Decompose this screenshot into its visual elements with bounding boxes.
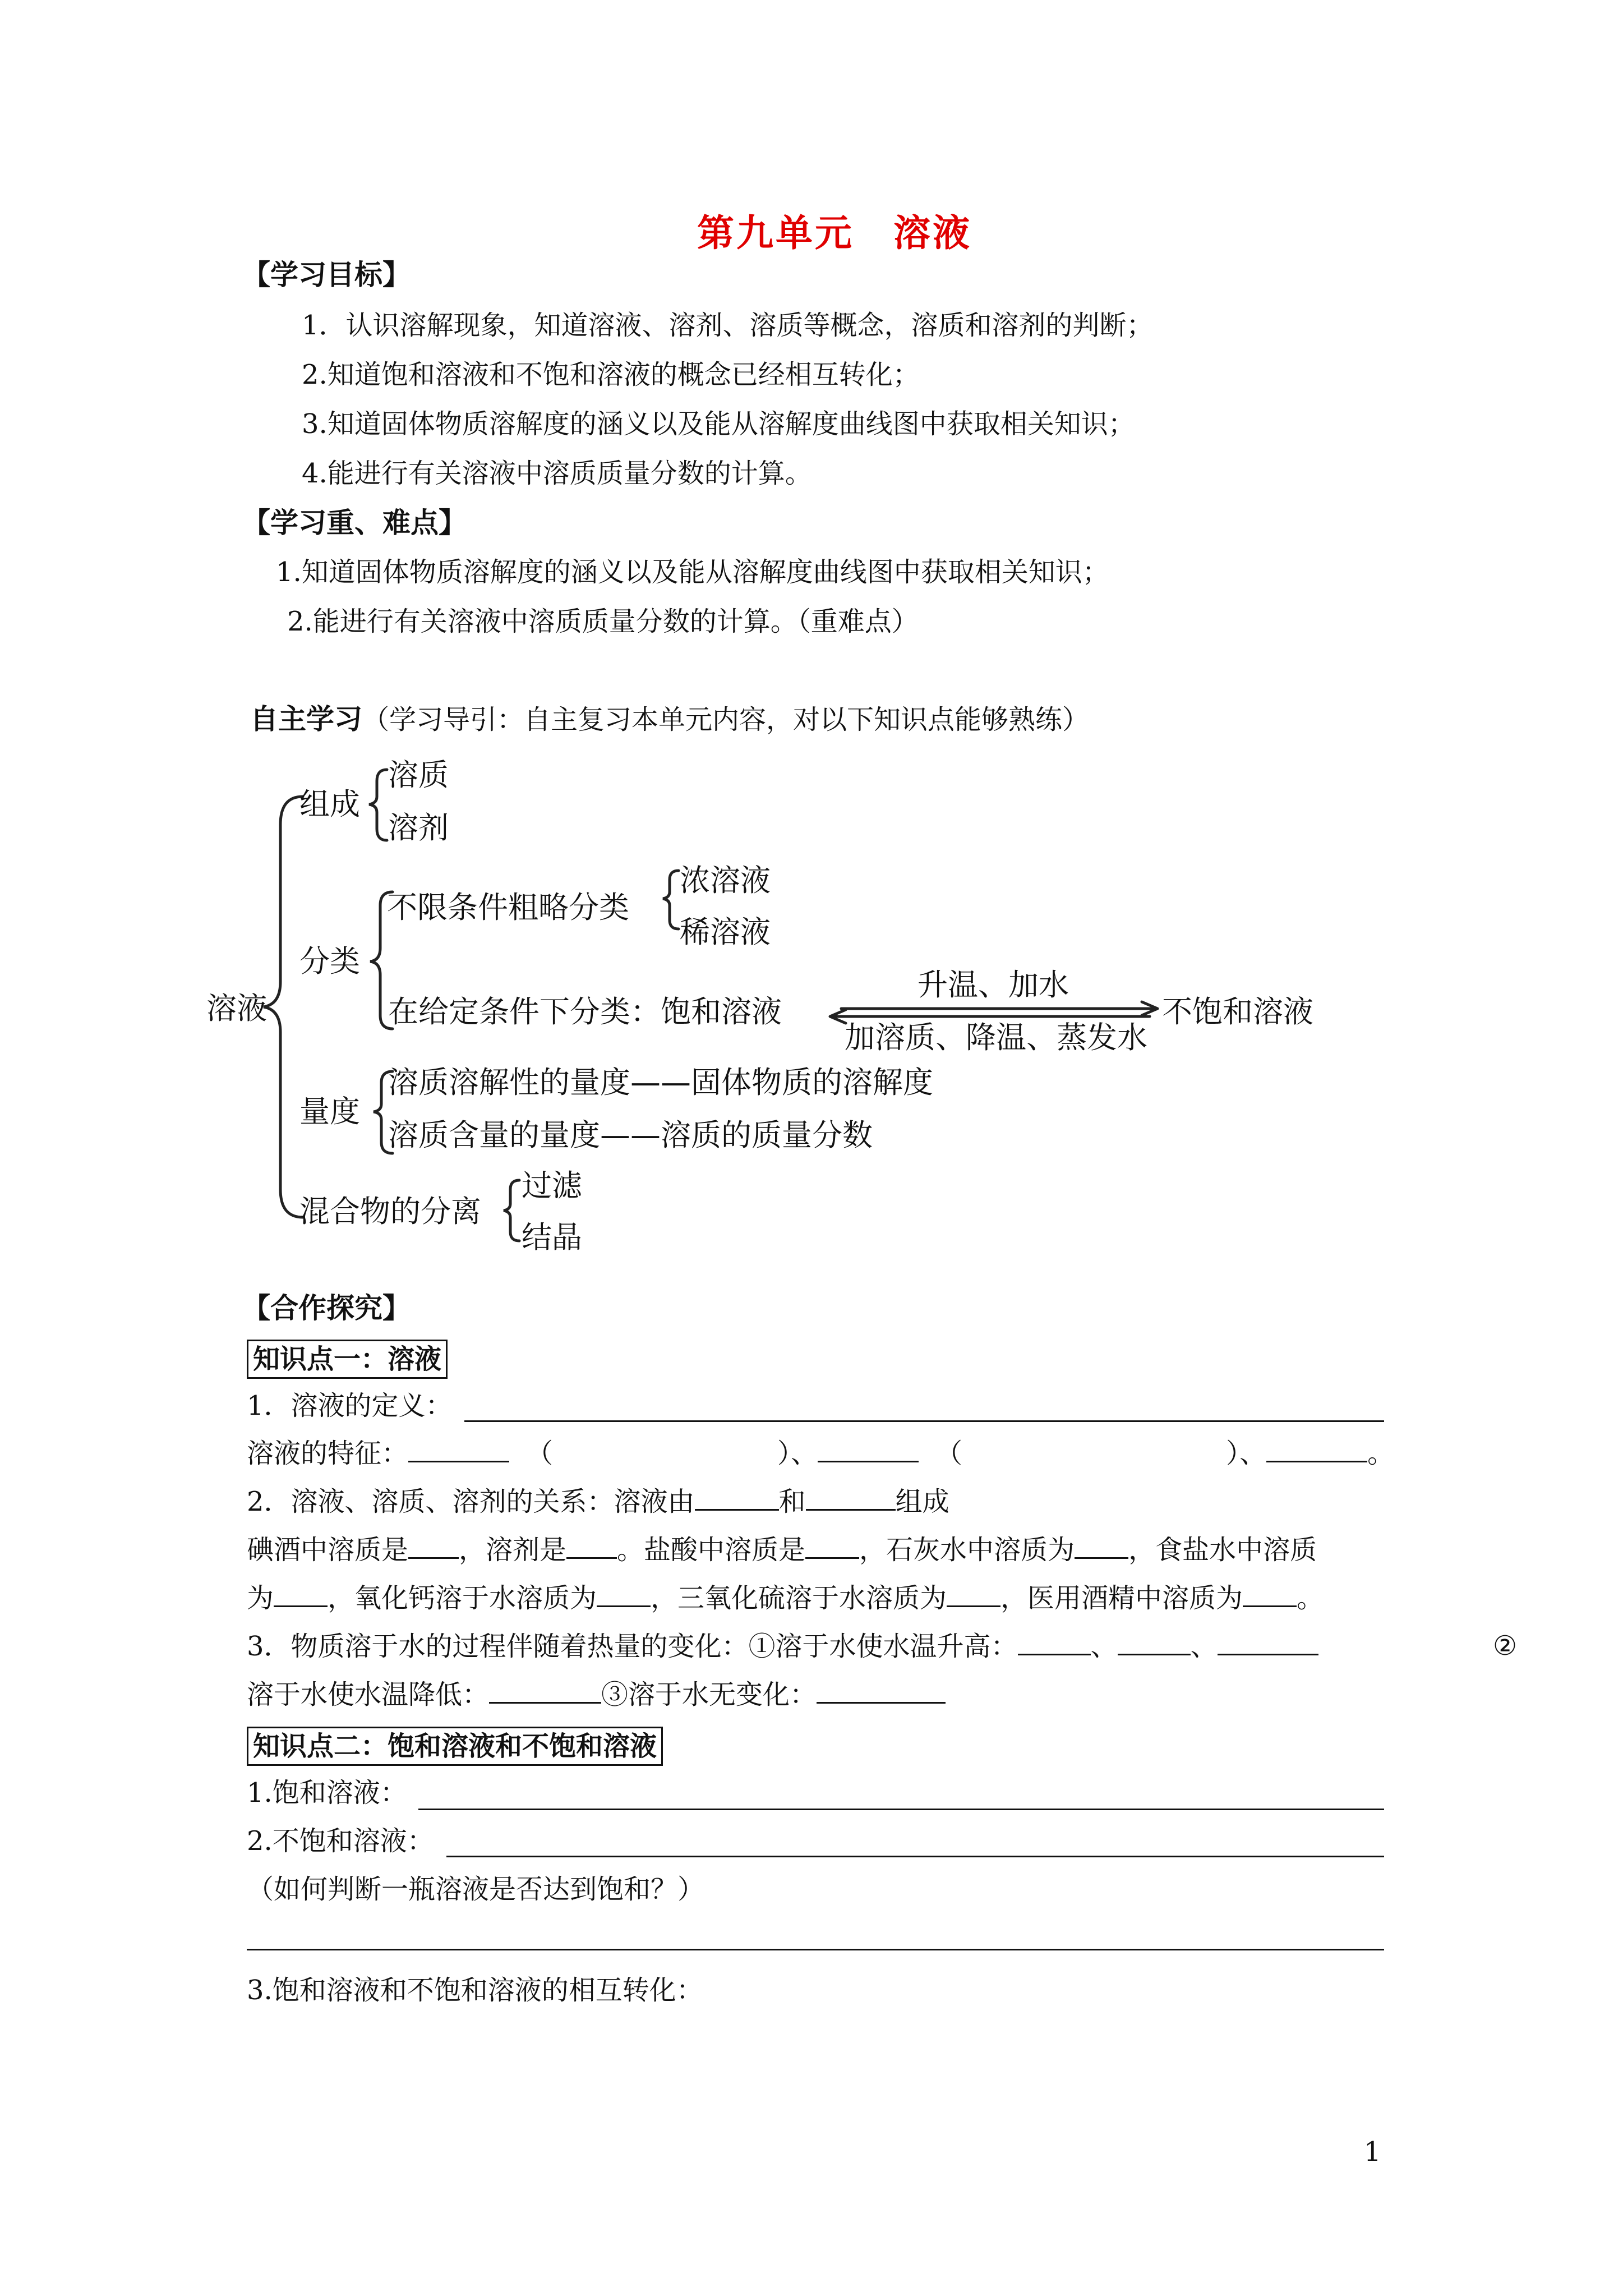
self-study-label: 自主学习	[250, 702, 362, 735]
composition-brace	[369, 770, 387, 840]
kp1-title: 知识点一：溶液	[247, 1340, 448, 1379]
limewater-solute-label: ，石灰水中溶质为	[859, 1534, 1075, 1566]
iodine-solvent-label: ，溶剂是	[459, 1534, 567, 1566]
objectives-heading: 【学习目标】	[242, 258, 411, 291]
heat-blank-2[interactable]	[1118, 1629, 1191, 1655]
key-points-heading: 【学习重、难点】	[242, 506, 467, 539]
hcl-solute-blank[interactable]	[805, 1533, 859, 1559]
diagram-filtration: 过滤	[522, 1168, 582, 1203]
diagram-separation-label: 混合物的分离	[299, 1194, 481, 1229]
diagram-classification-label: 分类	[299, 944, 360, 979]
diagram-root-solution: 溶液	[206, 991, 267, 1026]
period: 。	[1367, 1438, 1395, 1469]
limewater-solute-blank[interactable]	[1075, 1533, 1128, 1559]
q3-text: 3．物质溶于水的过程伴随着热量的变化：①溶于水使水温升高：	[247, 1631, 1018, 1662]
main-brace	[264, 797, 303, 1217]
kp2-q1: 1.饱和溶液：	[247, 1777, 407, 1809]
q2-text-b: 和	[778, 1486, 806, 1517]
diagram-top-arrow-label: 升温、加水	[917, 967, 1069, 1002]
circle-2-marker: ②	[1493, 1630, 1518, 1662]
kp1-q3-line2	[247, 1677, 946, 1711]
alcohol-solute-blank[interactable]	[1243, 1581, 1297, 1607]
diagram-bottom-arrow-label: 加溶质、降温、蒸发水	[845, 1020, 1147, 1055]
cao-solute-label: ，氧化钙溶于水溶质为	[328, 1582, 597, 1614]
objective-item-1: 1．认识溶解现象，知道溶液、溶剂、溶质等概念，溶质和溶剂的判断；	[302, 310, 1154, 341]
hcl-solute-label: 。盐酸中溶质是	[617, 1534, 806, 1566]
kp2-hint-blank[interactable]	[247, 1949, 1384, 1950]
diagram-conditional-label: 在给定条件下分类：饱和溶液	[388, 994, 782, 1029]
diagram-dilute: 稀溶液	[680, 914, 771, 950]
feature-blank-1[interactable]	[408, 1436, 509, 1462]
cao-solute-blank[interactable]	[597, 1581, 651, 1607]
key-point-item-1: 1.知道固体物质溶解度的涵义以及能从溶解度曲线图中获取相关知识；	[276, 556, 1109, 588]
kp2-q3: 3.饱和溶液和不饱和溶液的相互转化：	[247, 1975, 703, 2006]
diagram-measure-2: 溶质含量的量度——溶质的质量分数	[388, 1117, 873, 1153]
kp1-q2-line2	[247, 1533, 1317, 1567]
saltwater-solute-label: ，食盐水中溶质	[1128, 1534, 1317, 1566]
separation-brace	[504, 1180, 519, 1241]
objective-item-3: 3.知道固体物质溶解度的涵义以及能从溶解度曲线图中获取相关知识；	[302, 408, 1135, 440]
nochange-blank[interactable]	[817, 1677, 946, 1704]
heat-blank-1[interactable]	[1018, 1629, 1091, 1655]
q2-blank-1[interactable]	[695, 1484, 779, 1511]
q3-sep-2: 、	[1190, 1631, 1218, 1662]
kp1-q2-line3	[247, 1581, 1324, 1615]
kp1-q1-def-blank[interactable]	[464, 1420, 1384, 1422]
paren-open-1: （	[526, 1438, 554, 1469]
q3-sep-1: 、	[1090, 1631, 1118, 1662]
kp2-q1-blank[interactable]	[418, 1809, 1384, 1810]
diagram-rough-label: 不限条件粗略分类	[387, 890, 629, 925]
feature-blank-3[interactable]	[1266, 1436, 1367, 1462]
page-number: 1	[1364, 2136, 1381, 2168]
paren-open-2: （	[935, 1438, 963, 1469]
for-label: 为	[247, 1582, 274, 1614]
kp1-q1-def: 1．溶液的定义：	[247, 1390, 453, 1421]
kp1-q1-features	[247, 1436, 1394, 1470]
diagram-measure-1: 溶质溶解性的量度——固体物质的溶解度	[388, 1065, 933, 1100]
page-title: 第九单元 溶液	[697, 211, 972, 255]
kp2-q2-blank[interactable]	[446, 1856, 1384, 1857]
iodine-solvent-blank[interactable]	[566, 1533, 617, 1559]
paren-close-1: ）、	[777, 1438, 818, 1469]
q2-text-a: 2．溶液、溶质、溶剂的关系：溶液由	[247, 1486, 695, 1517]
diagram-solute: 溶质	[388, 757, 449, 793]
objective-item-2: 2.知道饱和溶液和不饱和溶液的概念已经相互转化；	[302, 359, 920, 390]
diagram-concentrated: 浓溶液	[680, 863, 771, 898]
kp2-title: 知识点二：饱和溶液和不饱和溶液	[247, 1727, 663, 1766]
diagram-solvent: 溶剂	[388, 810, 449, 845]
diagram-composition-label: 组成	[299, 786, 360, 822]
so3-solute-blank[interactable]	[947, 1581, 1000, 1607]
diagram-measure-label: 量度	[299, 1094, 360, 1129]
self-study-guide: （学习导引：自主复习本单元内容，对以下知识点能够熟练）	[362, 704, 1090, 735]
objective-item-4: 4.能进行有关溶液中溶质质量分数的计算。	[302, 458, 812, 489]
kp2-q2-hint: （如何判断一瓶溶液是否达到饱和？）	[247, 1874, 705, 1905]
cool-label: 溶于水使水温降低：	[247, 1679, 490, 1710]
iodine-solute-label: 碘酒中溶质是	[247, 1534, 409, 1566]
nochange-label: ③溶于水无变化：	[601, 1679, 817, 1710]
kp1-q2	[247, 1484, 949, 1519]
cooperative-heading: 【合作探究】	[242, 1291, 411, 1324]
heat-blank-3[interactable]	[1218, 1629, 1318, 1655]
key-point-item-2: 2.能进行有关溶液中溶质质量分数的计算。（重难点）	[287, 606, 919, 637]
saltwater-solute-blank[interactable]	[274, 1581, 328, 1607]
alcohol-solute-label: ，医用酒精中溶质为	[1000, 1582, 1243, 1614]
cool-blank[interactable]	[489, 1677, 601, 1704]
diagram-crystallization: 结晶	[522, 1220, 582, 1255]
kp1-q3	[247, 1629, 1318, 1663]
iodine-solute-blank[interactable]	[408, 1533, 459, 1559]
feature-blank-2[interactable]	[818, 1436, 919, 1462]
kp2-q2: 2.不饱和溶液：	[247, 1825, 434, 1857]
rough-brace	[663, 871, 679, 929]
features-label: 溶液的特征：	[247, 1438, 409, 1469]
paren-close-2: ）、	[1226, 1438, 1267, 1469]
so3-solute-label: ，三氧化硫溶于水溶质为	[651, 1582, 947, 1614]
q2-blank-2[interactable]	[806, 1484, 896, 1511]
diagram-unsaturated: 不饱和溶液	[1162, 994, 1313, 1029]
q2-text-c: 组成	[895, 1486, 949, 1517]
period-2: 。	[1297, 1582, 1324, 1614]
